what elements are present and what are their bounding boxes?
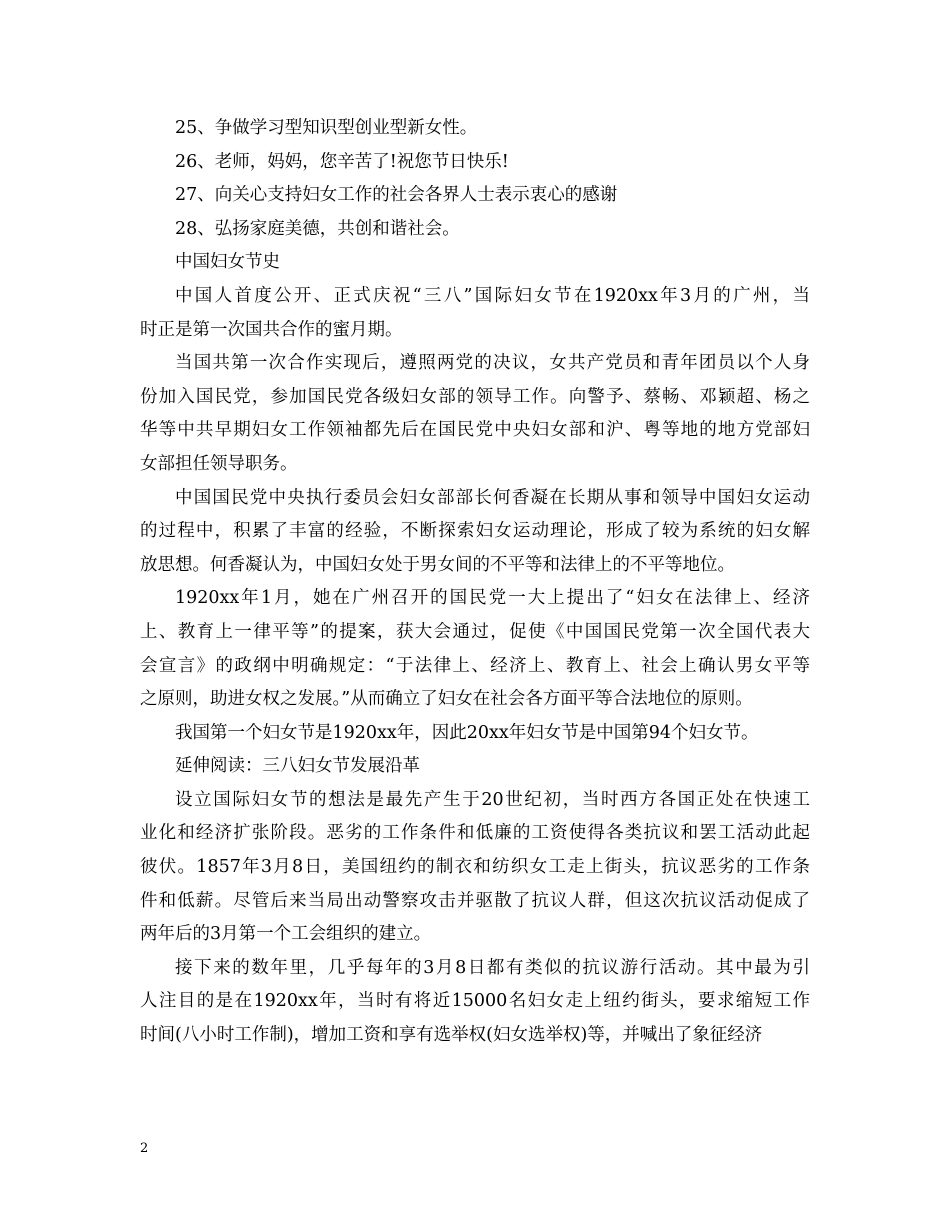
paragraph-line: 当国共第一次合作实现后，遵照两党的决议，女共产党员和青年团员以个人身 [175, 353, 810, 374]
paragraph-line: 中国妇女节史 [175, 252, 280, 273]
paragraph-line: 女部担任领导职务。 [140, 453, 298, 474]
paragraph [140, 246, 810, 280]
paragraph-line: 两年后的3月第一个工会组织的建立。 [140, 924, 432, 945]
paragraph-line: 27、向关心支持妇女工作的社会各界人士表示衷心的感谢 [175, 185, 618, 206]
paragraph-line: 接下来的数年里，几乎每年的3月8日都有类似的抗议游行活动。其中最为引 [175, 957, 810, 978]
paragraph [140, 750, 810, 784]
paragraph [140, 213, 810, 247]
paragraph-line: 之原则，助进女权之发展。”从而确立了妇女在社会各方面平等合法地位的原则。 [140, 689, 753, 710]
paragraph-line: 华等中共早期妇女工作领袖都先后在国民党中央妇女部和沪、粤等地的地方党部妇 [140, 420, 810, 441]
paragraph-line: 28、弘扬家庭美德，共创和谐社会。 [175, 218, 460, 239]
paragraph-line: 时间(八小时工作制)，增加工资和享有选举权(妇女选举权)等，并喊出了象征经济 [140, 1025, 763, 1046]
paragraph [140, 482, 810, 583]
paragraph [140, 179, 810, 213]
paragraph-line: 1920xx年1月，她在广州召开的国民党一大上提出了“妇女在法律上、经济 [175, 588, 810, 609]
paragraph-line: 人注目的是在1920xx年，当时有将近15000名妇女走上纽约街头，要求缩短工作 [140, 991, 810, 1012]
paragraph-line: 中国人首度公开、正式庆祝“三八”国际妇女节在1920xx年3月的广州，当 [175, 285, 810, 306]
paragraph-line: 业化和经济扩张阶段。恶劣的工作条件和低廉的工资使得各类抗议和罢工活动此起 [140, 823, 810, 844]
paragraph-line: 会宣言》的政纲中明确规定：“于法律上、经济上、教育上、社会上确认男女平等 [140, 655, 810, 676]
document-body [140, 112, 810, 1053]
paragraph-line: 放思想。何香凝认为，中国妇女处于男女间的不平等和法律上的不平等地位。 [140, 554, 735, 575]
paragraph-line: 我国第一个妇女节是1920xx年，因此20xx年妇女节是中国第94个妇女节。 [175, 722, 759, 743]
paragraph [140, 347, 810, 481]
paragraph-line: 25、争做学习型知识型创业型新女性。 [175, 118, 478, 138]
paragraph-line: 的过程中，积累了丰富的经验，不断探索妇女运动理论，形成了较为系统的妇女解 [140, 521, 810, 542]
paragraph-line: 中国国民党中央执行委员会妇女部部长何香凝在长期从事和领导中国妇女运动 [175, 487, 810, 508]
paragraph-line: 设立国际妇女节的想法是最先产生于20世纪初，当时西方各国正处在快速工 [175, 789, 810, 810]
paragraph [140, 952, 810, 1053]
paragraph-line: 份加入国民党，参加国民党各级妇女部的领导工作。向警予、蔡畅、邓颖超、杨之 [140, 386, 810, 407]
paragraph [140, 582, 810, 716]
paragraph-line: 时正是第一次国共合作的蜜月期。 [140, 319, 403, 340]
paragraph-line: 延伸阅读：三八妇女节发展沿革 [175, 756, 420, 777]
page-number: 2 [140, 1141, 149, 1156]
paragraph [140, 146, 810, 180]
paragraph-line: 上、教育上一律平等”的提案，获大会通过，促使《中国国民党第一次全国代表大 [140, 621, 810, 642]
paragraph [140, 717, 810, 751]
paragraph-line: 26、老师，妈妈，您辛苦了!祝您节日快乐! [175, 151, 509, 172]
paragraph [140, 112, 810, 146]
paragraph [140, 784, 810, 952]
paragraph-line: 件和低薪。尽管后来当局出动警察攻击并驱散了抗议人群，但这次抗议活动促成了 [140, 890, 810, 911]
paragraph-line: 彼伏。1857年3月8日，美国纽约的制衣和纺织女工走上街头，抗议恶劣的工作条 [140, 857, 810, 878]
paragraph [140, 280, 810, 347]
